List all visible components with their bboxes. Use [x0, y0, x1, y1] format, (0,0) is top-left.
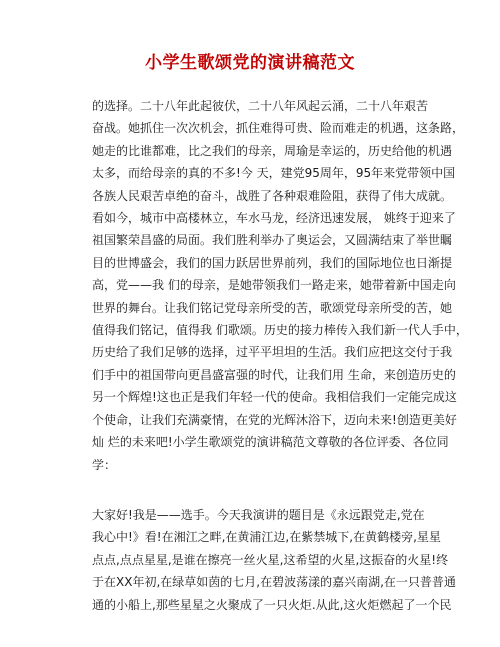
document-title: 小学生歌颂党的演讲稿范文 [145, 53, 355, 73]
text-line: 个使命，让我们充满豪情，在党的光辉沐浴下，迈向未来!创造更美好 [92, 412, 457, 427]
body-block-2 [92, 504, 456, 616]
text-line: 目的世博盛会，我们的国力跃居世界前列，我们的国际地位也日渐提 [92, 255, 453, 270]
text-line: 各族人民艰苦卓绝的奋斗，战胜了各种艰难险阻，获得了伟大成就。 [92, 188, 453, 203]
text-line: 学： [92, 457, 117, 472]
text-line: 历史给了我们足够的选择，过平平坦坦的生活。我们应把这交付于我 [92, 345, 453, 360]
text-line: 通的小船上,那些星星之火聚成了一只火炬.从此,这火炬燃起了一个民 [92, 597, 452, 612]
text-line: 我心中!》看!在湘江之畔,在黄浦江边,在紫禁城下,在黄鹤楼旁,星星 [92, 530, 441, 545]
text-line: 太多，而给母亲的真的不多!今 天，建党95周年，95年来党带领中国 [92, 166, 456, 181]
text-line: 的选择。二十八年此起彼伏，二十八年风起云涌，二十八年艰苦 [92, 99, 429, 113]
text-line: 灿 烂的未来吧!小学生歌颂党的演讲稿范文尊敬的各位评委、各位同 [92, 435, 449, 450]
text-line: 点点,点点星星,是谁在擦亮一丝火星,这希望的火星,这振奋的火星!终 [92, 552, 449, 567]
text-line: 看如今，城市中高楼林立，车水马龙，经济迅速发展， 姚终于迎来了 [92, 211, 456, 226]
text-line: 祖国繁荣昌盛的局面。我们胜利举办了奥运会，又圆满结束了举世瞩 [92, 233, 453, 248]
body-block-1 [92, 95, 468, 476]
text-line: 另一个辉煌!这也正是我们年轻一代的使命。我相信我们一定能完成这 [92, 390, 457, 405]
text-line: 大家好!我是——选手。今天我演讲的题目是《永远跟党走,党在 [92, 508, 425, 522]
text-line: 于在XX年初,在绿草如茵的七月,在碧波荡漾的嘉兴南湖,在一只普普通 [92, 575, 456, 590]
text-line: 奋战。她抓住一次次机会，抓住难得可贵、险而难走的机遇，这条路， [92, 121, 465, 136]
text-line: 高，党——我 们的母亲，是她带领我们一路走来，她带着新中国走向 [92, 278, 456, 293]
text-line: 她走的比谁都难，比之我们的母亲，周瑜是幸运的，历史给他的机遇 [92, 143, 453, 158]
text-line: 世界的舞台。让我们铭记党母亲所受的苦，歌颂党母亲所受的苦，她 [92, 300, 453, 315]
text-line: 值得我们铭记，值得我 们歌颂。历史的接力棒传入我们新一代人手中， [92, 323, 468, 338]
text-line: 们手中的祖国带向更昌盛富强的时代，让我们用 生命，来创造历史的 [92, 367, 456, 382]
